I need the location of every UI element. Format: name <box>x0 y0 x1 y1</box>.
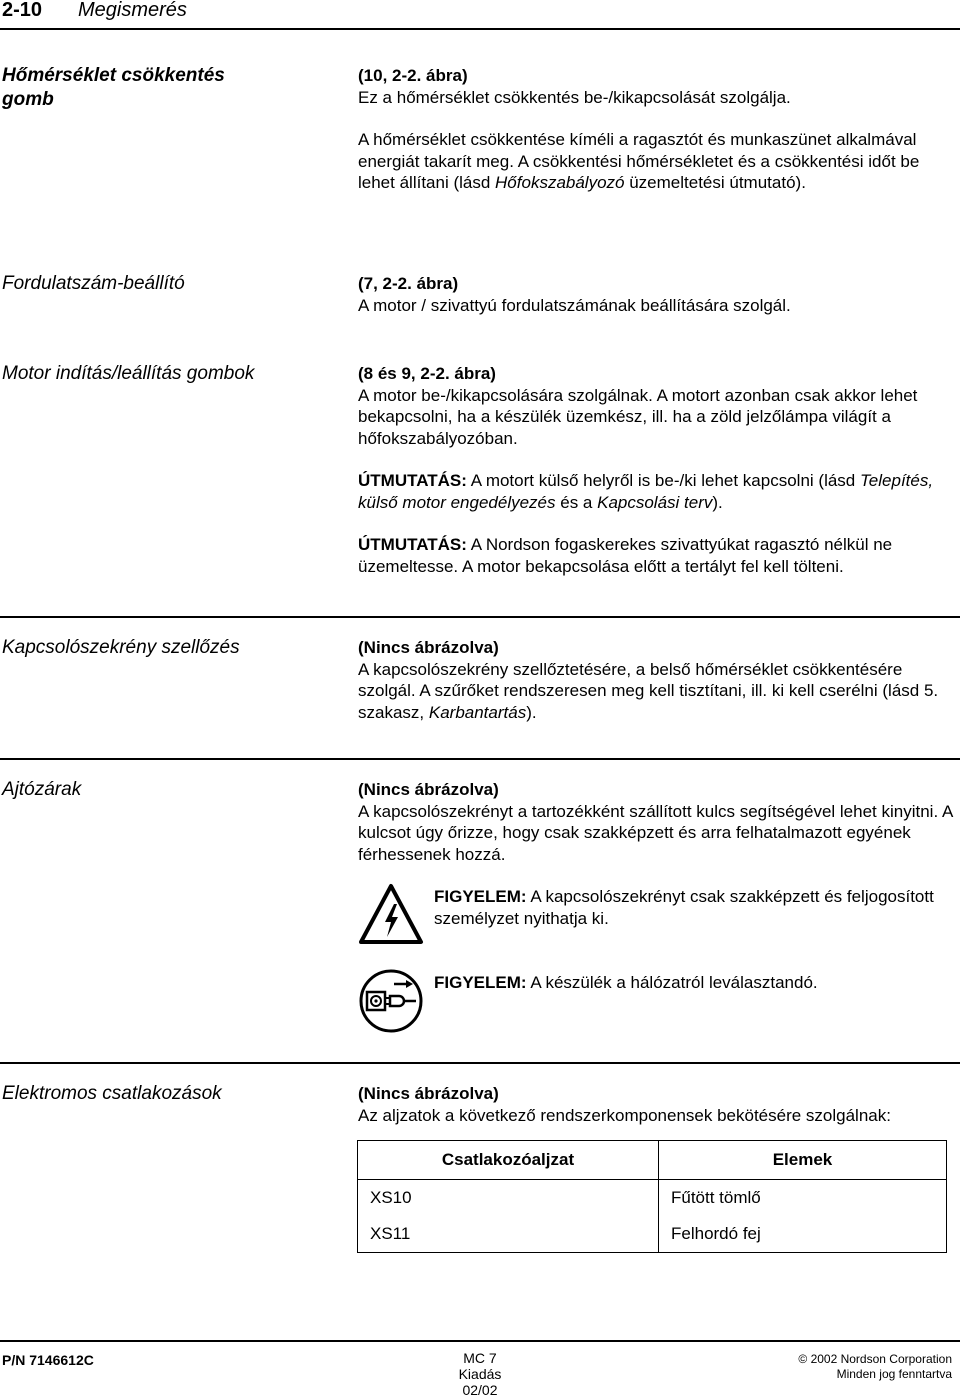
paragraph: A kapcsolószekrényt a tartozékként szállított kulcs segítségével lehet kinyitni. A kulcsot úgy őrizze, hogy csak szakképzett és arra felhatalmazott egyének férhessenek hozzá. <box>358 801 953 864</box>
section-label: Kapcsolószekrény szellőzés <box>2 637 240 658</box>
paragraph: A motor / szivattyú fordulatszámának beállítására szolgál. <box>358 295 791 315</box>
paragraph: Az aljzatok a következő rendszerkomponensek bekötésére szolgálnak: <box>358 1105 891 1125</box>
figure-reference: (Nincs ábrázolva) <box>358 1084 499 1103</box>
table-row <box>358 1180 947 1217</box>
section-label: Elektromos csatlakozások <box>2 1083 222 1104</box>
figure-reference: (Nincs ábrázolva) <box>358 638 499 657</box>
header-rule <box>0 28 960 30</box>
section-body <box>358 779 958 865</box>
section-body <box>358 273 958 316</box>
page-header <box>0 0 960 42</box>
section-rule <box>0 1062 960 1064</box>
paragraph: A hőmérséklet csökkentése kíméli a ragasztót és munkaszünet alkalmával energiát takarít meg. A csökkentési hőmérsékletet és a csökkentési időt be lehet állítani (lásd Hőfokszabályozó üzemeltetési útmutató). <box>358 130 920 192</box>
section-label: Hőmérséklet csökkentés gomb <box>2 65 225 110</box>
section-body <box>358 363 958 577</box>
section-body <box>358 637 958 723</box>
section-body <box>358 1083 958 1126</box>
page-footer <box>0 1340 960 1398</box>
connection-table <box>357 1140 947 1253</box>
section-rule <box>0 616 960 618</box>
footer-rule <box>0 1340 960 1342</box>
figure-reference: (10, 2-2. ábra) <box>358 66 468 85</box>
page-number: 2-10 <box>2 0 43 21</box>
manual-code: MC 7 Kiadás 02/02 <box>458 1350 502 1398</box>
paragraph: A kapcsolószekrény szellőztetésére, a belső hőmérséklet csökkentésére szolgál. A szűrőket rendszeresen meg kell tisztítani, ill. ki kell cserélni (lásd 5. szakasz, Karbantartás). <box>358 659 939 722</box>
figure-reference: (8 és 9, 2-2. ábra) <box>358 364 496 383</box>
table-header-row <box>358 1141 947 1180</box>
table-cell: XS11 <box>358 1216 659 1253</box>
note: ÚTMUTATÁS: A Nordson fogaskerekes szivattyúkat ragasztó nélkül ne üzemeltesse. A motor bekapcsolása előtt a tertályt fel kell tölteni. <box>358 535 893 576</box>
disconnect-power-icon <box>358 968 424 1034</box>
part-number: P/N 7146612C <box>2 1352 94 1368</box>
note: ÚTMUTATÁS: A motort külső helyről is be-/ki lehet kapcsolni (lásd Telepítés, külső motor engedélyezés és a Kapcsolási terv). <box>358 471 934 512</box>
chapter-title: Megismerés <box>78 0 187 21</box>
section-door-locks <box>0 758 960 864</box>
section-rule <box>0 758 960 760</box>
column-header: Csatlakozóaljzat <box>358 1141 659 1180</box>
warning-text: FIGYELEM: A kapcsolószekrényt csak szakképzett és feljogosított személyzet nyithatja ki. <box>434 887 934 928</box>
column-header: Elemek <box>659 1141 947 1180</box>
figure-reference: (Nincs ábrázolva) <box>358 780 499 799</box>
table-cell: Fűtött tömlő <box>659 1180 947 1217</box>
warning-text: FIGYELEM: A készülék a hálózatról leválasztandó. <box>434 973 818 992</box>
paragraph: Ez a hőmérséklet csökkentés be-/kikapcsolását szolgálja. <box>358 87 791 107</box>
table-row <box>358 1216 947 1253</box>
section-label: Motor indítás/leállítás gombok <box>2 363 255 384</box>
copyright: © 2002 Nordson Corporation Minden jog fenntartva <box>798 1352 952 1381</box>
section-label: Fordulatszám-beállító <box>2 273 185 294</box>
section-label: Ajtózárak <box>2 779 82 800</box>
section-electrical-connections <box>0 1062 960 1125</box>
table-cell: Felhordó fej <box>659 1216 947 1253</box>
section-cabinet-ventilation <box>0 616 960 722</box>
figure-reference: (7, 2-2. ábra) <box>358 274 459 293</box>
high-voltage-warning-icon <box>358 882 424 948</box>
paragraph: A motor be-/kikapcsolására szolgálnak. A motort azonban csak akkor lehet bekapcsolni, ha a készülék üzemkész, ill. ha a zöld jelzőlámpa világít a hőfokszabályozóban. <box>358 385 918 448</box>
table-cell: XS10 <box>358 1180 659 1217</box>
section-body <box>358 65 958 194</box>
